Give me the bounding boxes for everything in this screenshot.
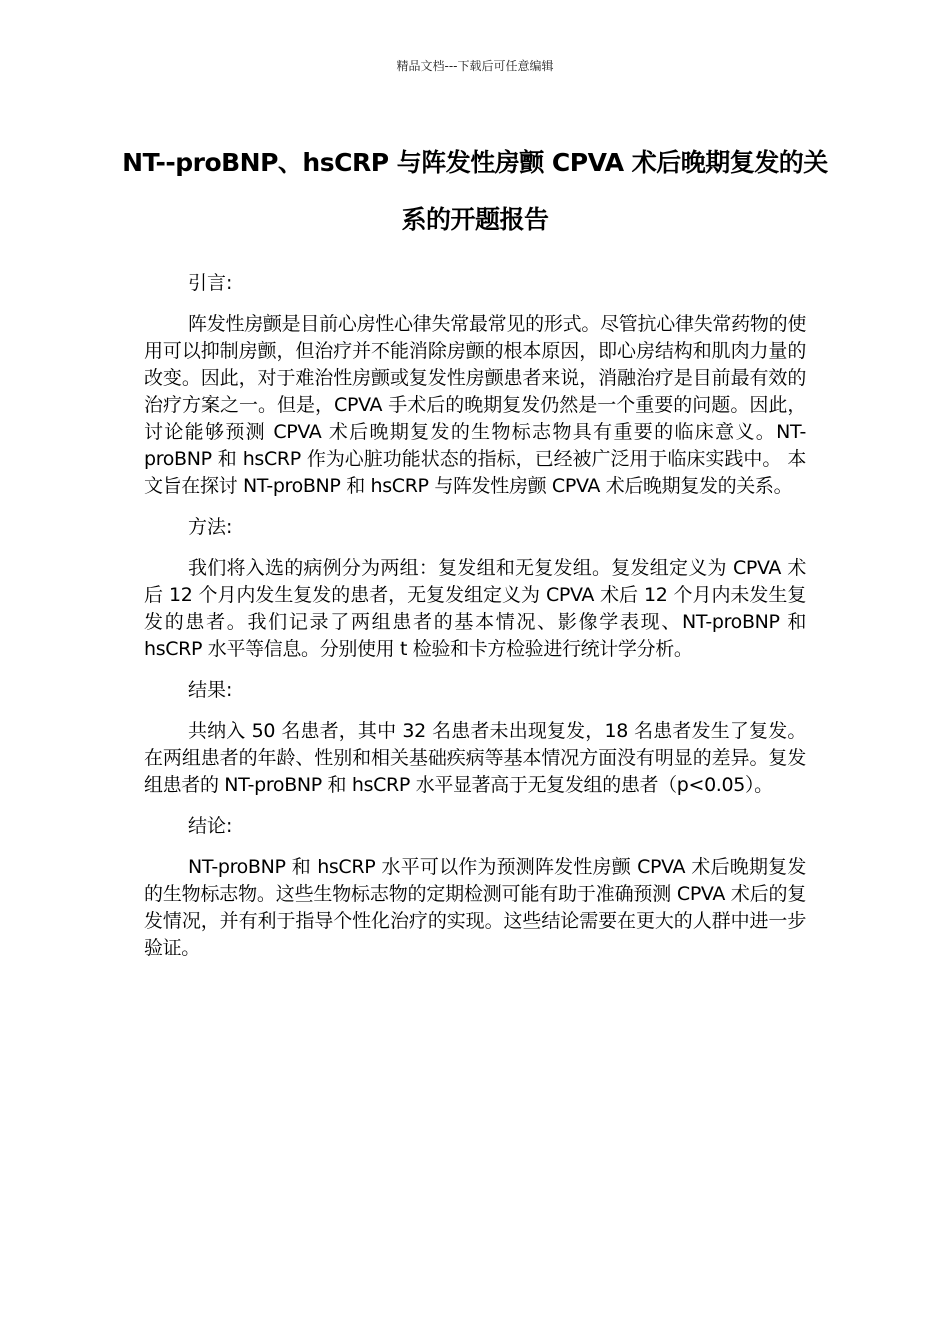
section-paragraph-methods: 我们将入选的病例分为两组：复发组和无复发组。复发组定义为 CPVA 术后 12 个月内发生复发的患者，无复发组定义为 CPVA 术后 12 个月内未发生复发的患者。我们记录了两组患者的基本情况、影像学表现、NT-proBNP 和 hsCRP 水平等信息。分别使用 t 检验和卡方检验进行统计学分析。 (144, 557, 806, 660)
section-heading-introduction: 引言: (188, 272, 233, 294)
section-heading-methods: 方法: (188, 516, 233, 538)
section-heading-conclusion: 结论: (188, 815, 233, 837)
page-header: 精品文档---下载后可任意编辑 (396, 59, 554, 73)
section-paragraph-conclusion: NT-proBNP 和 hsCRP 水平可以作为预测阵发性房颤 CPVA 术后晚期复发的生物标志物。这些生物标志物的定期检测可能有助于准确预测 CPVA 术后的复发情况，并有利于指导个性化治疗的实现。这些结论需要在更大的人群中进一步验证。 (144, 856, 806, 959)
document-body (144, 270, 806, 976)
section-paragraph-results: 共纳入 50 名患者，其中 32 名患者未出现复发，18 名患者发生了复发。在两组患者的年龄、性别和相关基础疾病等基本情况方面没有明显的差异。复发组患者的 NT-proBNP 和 hsCRP 水平显著高于无复发组的患者（p<0.05）。 (144, 720, 806, 796)
document-title: NT--proBNP、hsCRP 与阵发性房颤 CPVA 术后晚期复发的关系的开题报告 (122, 148, 828, 234)
section-paragraph-introduction: 阵发性房颤是目前心房性心律失常最常见的形式。尽管抗心律失常药物的使用可以抑制房颤，但治疗并不能消除房颤的根本原因，即心房结构和肌肉力量的改变。因此，对于难治性房颤或复发性房颤患者来说，消融治疗是目前最有效的治疗方案之一。但是，CPVA 手术后的晚期复发仍然是一个重要的问题。因此，讨论能够预测 CPVA 术后晚期复发的生物标志物具有重要的临床意义。NT-proBNP 和 hsCRP 作为心脏功能状态的指标，已经被广泛用于临床实践中。 本文旨在探讨 NT-proBNP 和 hsCRP 与阵发性房颤 CPVA 术后晚期复发的关系。 (144, 313, 806, 497)
section-heading-results: 结果: (188, 679, 233, 701)
